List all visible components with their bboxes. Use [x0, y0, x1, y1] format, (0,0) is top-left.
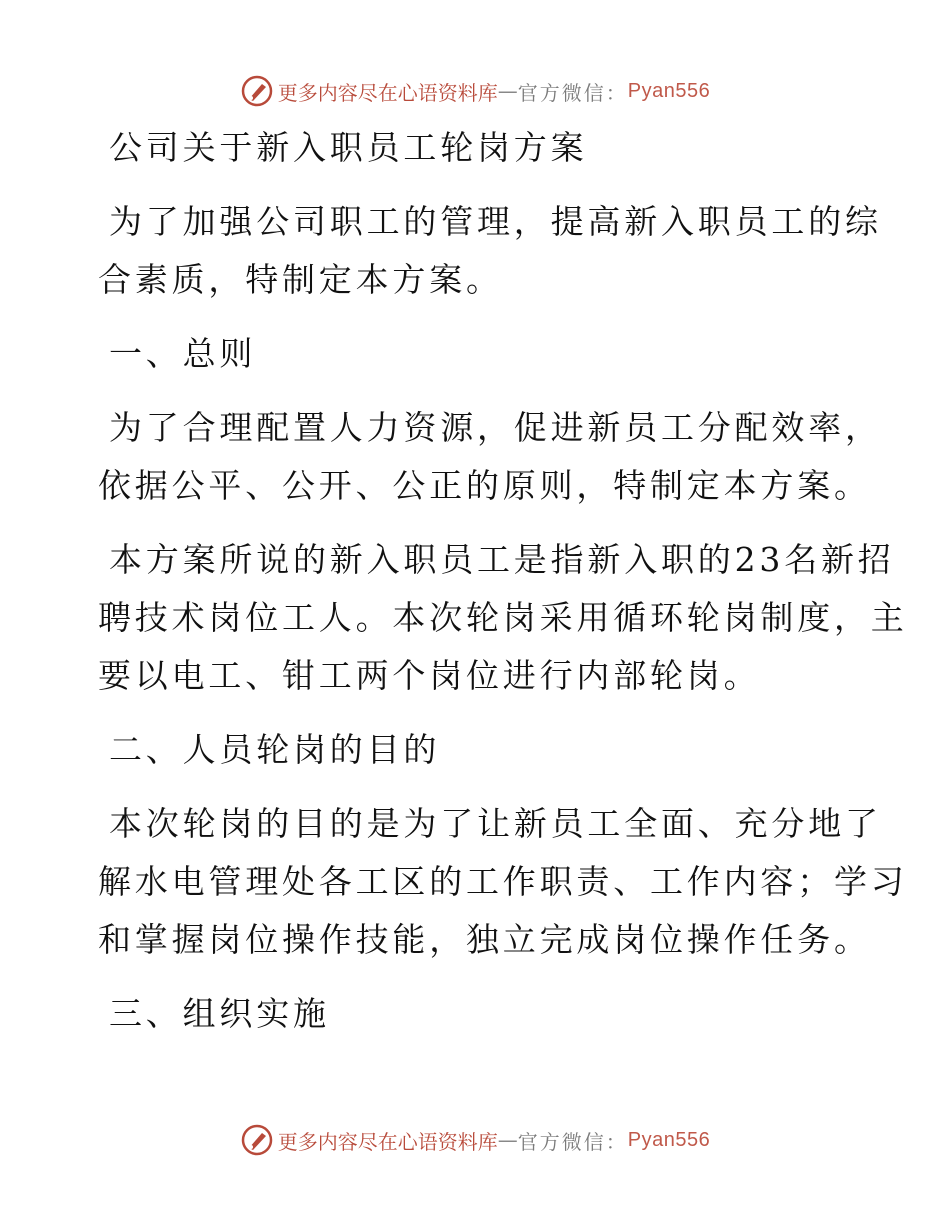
section-1-p2-line-1: 本方案所说的新入职员工是指新入职的23名新招 — [109, 540, 895, 579]
section-1-p1-line-2: 依据公平、公开、公正的原则，特制定本方案。 — [98, 466, 871, 505]
watermark-sub-text: 官方微信： — [517, 80, 628, 105]
section-3-heading: 三、组织实施 — [109, 994, 330, 1033]
section-1-p2-line-3: 要以电工、钳工两个岗位进行内部轮岗。 — [98, 656, 761, 695]
header-watermark — [0, 71, 950, 111]
watermark-dash: — — [497, 79, 518, 103]
watermark-sub-text: 官方微信： — [517, 1129, 628, 1154]
watermark-wechat-id: Pyan556 — [627, 79, 711, 102]
pen-logo-icon — [240, 1123, 274, 1157]
watermark-main-text: 更多内容尽在心语资料库 — [277, 80, 498, 105]
section-1-heading: 一、总则 — [109, 334, 257, 373]
section-2-p1-line-1: 本次轮岗的目的是为了让新员工全面、充分地了 — [109, 804, 882, 843]
pen-logo-icon — [240, 74, 274, 108]
watermark-wechat-id: Pyan556 — [627, 1128, 711, 1151]
section-1-p1-line-1: 为了合理配置人力资源，促进新员工分配效率， — [109, 408, 882, 447]
watermark-main-text: 更多内容尽在心语资料库 — [277, 1129, 498, 1154]
section-1-p2-line-2: 聘技术岗位工人。本次轮岗采用循环轮岗制度，主 — [98, 598, 908, 637]
section-2-p1-line-2: 解水电管理处各工区的工作职责、工作内容；学习 — [98, 862, 908, 901]
document-title: 公司关于新入职员工轮岗方案 — [109, 128, 588, 167]
section-2-p1-line-3: 和掌握岗位操作技能，独立完成岗位操作任务。 — [98, 920, 871, 959]
section-2-heading: 二、人员轮岗的目的 — [109, 730, 441, 769]
intro-line-2: 合素质，特制定本方案。 — [98, 260, 503, 299]
intro-line-1: 为了加强公司职工的管理，提高新入职员工的综 — [109, 202, 882, 241]
footer-watermark — [0, 1120, 950, 1160]
watermark-dash: — — [497, 1128, 518, 1152]
